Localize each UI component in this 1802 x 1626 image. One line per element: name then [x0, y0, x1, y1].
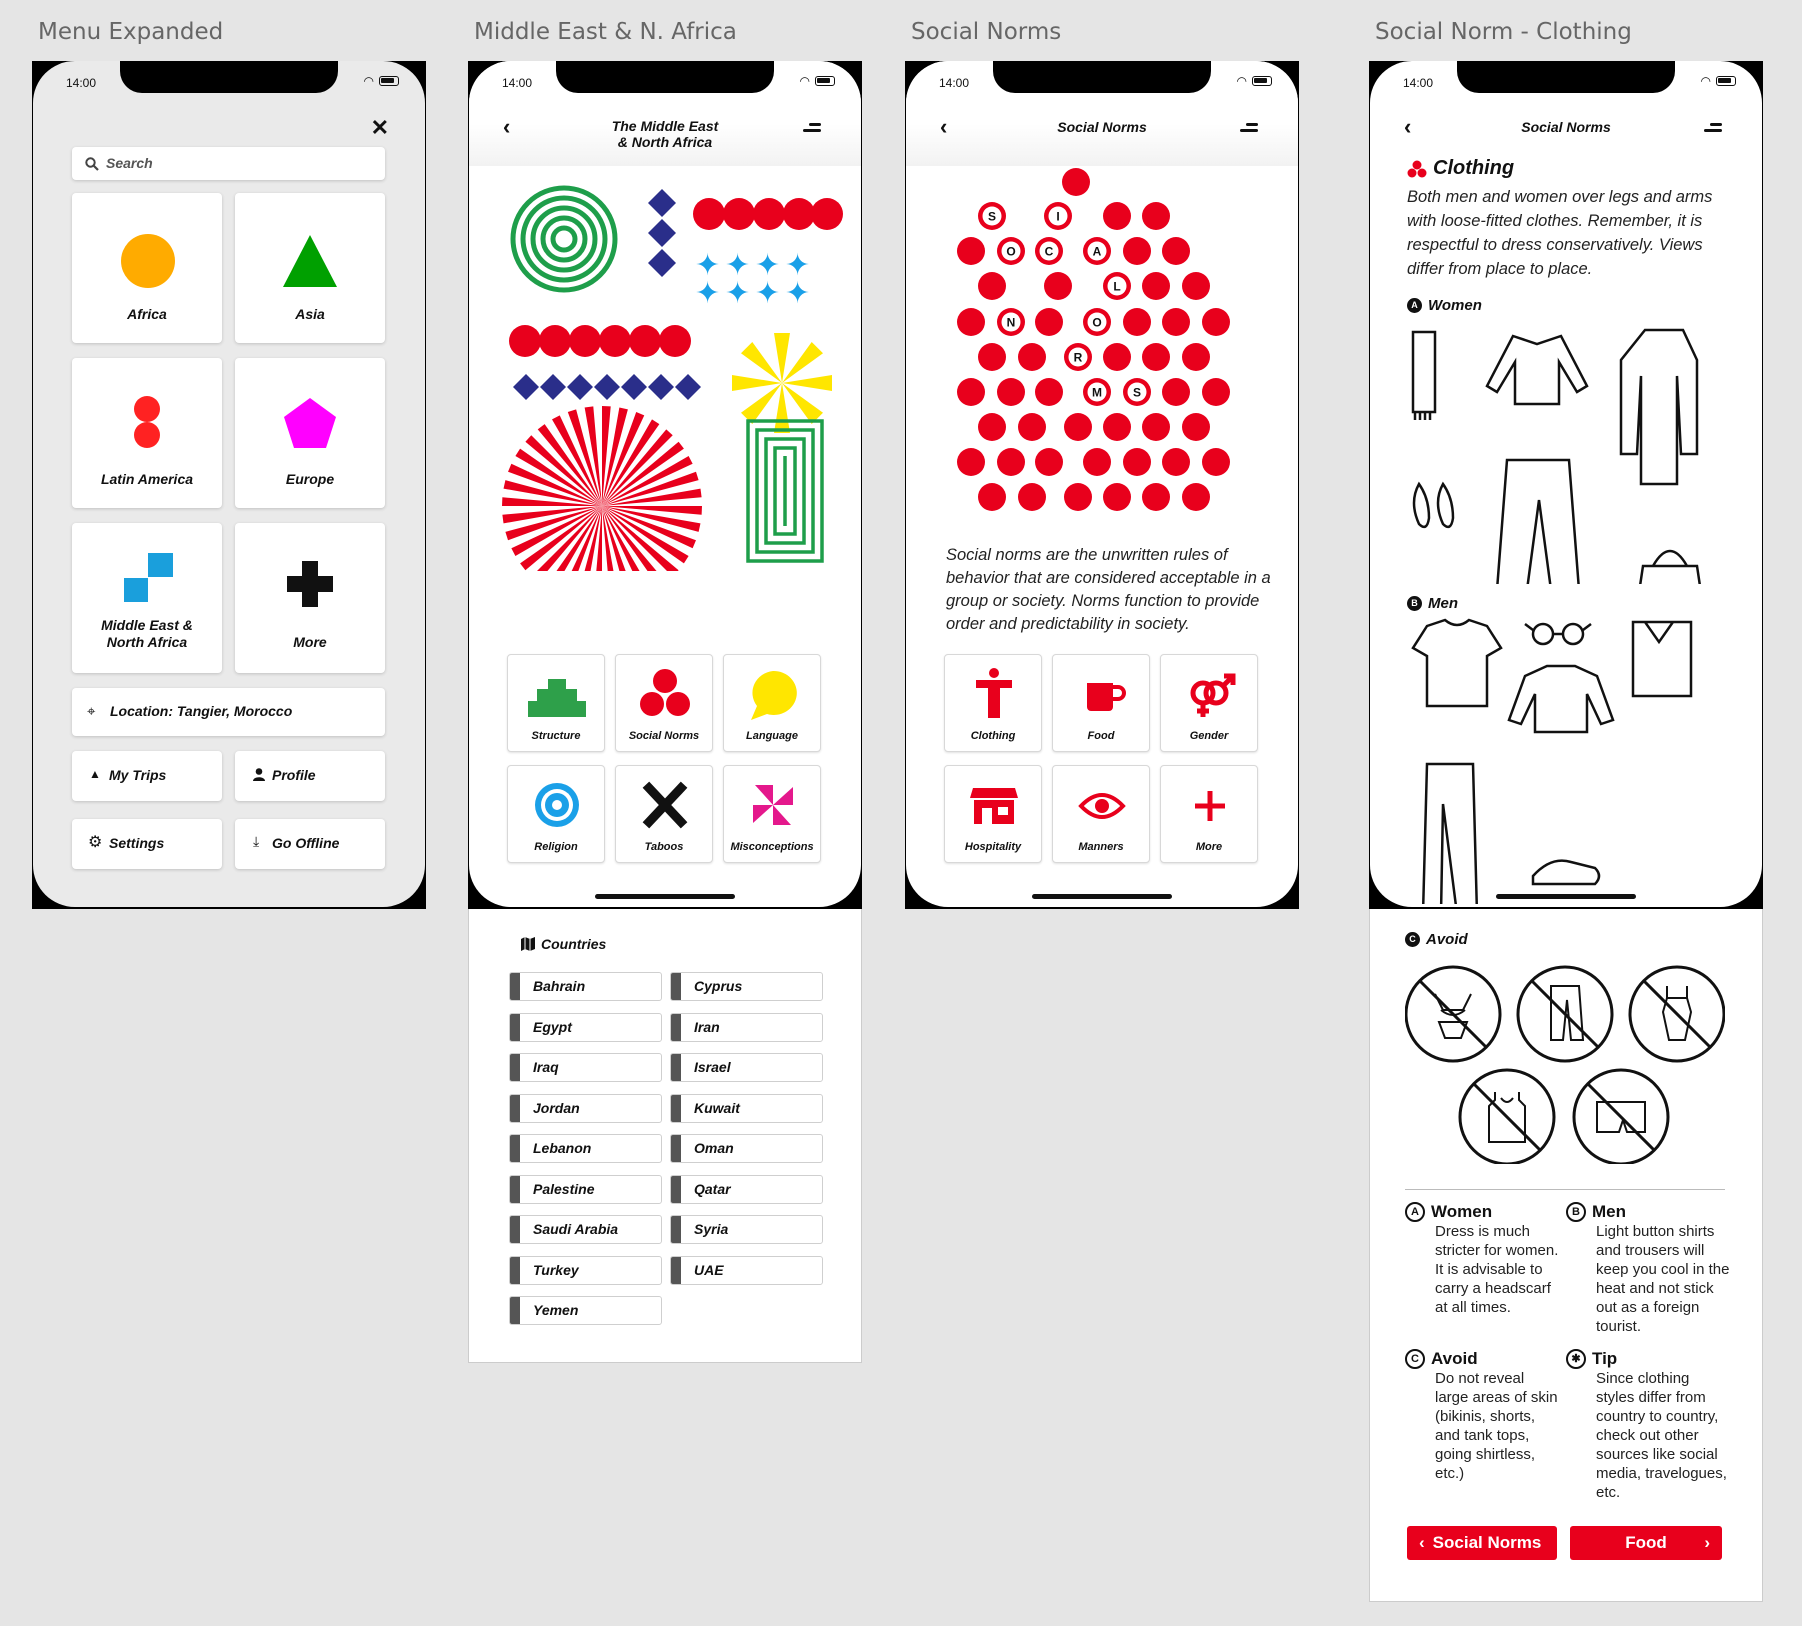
profile-label: Profile — [272, 767, 316, 783]
region-tile-europe[interactable] — [235, 358, 385, 508]
wifi-icon: ◠ — [1700, 74, 1711, 88]
next-food-button[interactable]: Food › — [1570, 1526, 1722, 1560]
svg-text:✦: ✦ — [785, 248, 811, 283]
category-more[interactable]: More — [1160, 765, 1258, 863]
speech-bubble-icon — [724, 667, 820, 725]
phone-clothing: 14:00 ◠ ‹ Social Norms Clothing Both men and women over legs and arms with loose-fitted clothes. Remember, it is respectful to dress conservatively. Views differ from place to place. A Women B Men — [1369, 61, 1763, 909]
eye-icon — [1053, 778, 1149, 836]
location-button[interactable] — [72, 688, 385, 736]
download-icon: ⤓ — [253, 833, 260, 849]
chevron-left-icon: ‹ — [1419, 1533, 1425, 1552]
map-icon — [521, 937, 535, 951]
cup-icon — [1053, 667, 1149, 725]
settings-label: Settings — [109, 835, 165, 851]
page-title: The Middle East & North Africa — [611, 118, 719, 150]
black-cross-icon — [287, 561, 333, 607]
home-indicator — [595, 894, 735, 899]
country-item[interactable]: Turkey — [509, 1256, 662, 1285]
back-chevron-icon[interactable]: ‹ — [503, 114, 511, 139]
category-manners[interactable]: Manners — [1052, 765, 1150, 863]
my-trips-label: My Trips — [109, 767, 167, 783]
dot-letter: N — [1006, 315, 1016, 330]
chevron-right-icon: › — [1704, 1533, 1710, 1552]
phone-notch — [1457, 61, 1675, 93]
tile-label: Asia — [295, 306, 325, 322]
go-offline-button[interactable] — [235, 819, 385, 869]
status-time: 14:00 — [502, 76, 533, 90]
search-placeholder: Search — [106, 155, 153, 171]
divider — [1405, 1189, 1725, 1190]
country-item[interactable]: Iran — [670, 1013, 823, 1042]
country-item[interactable]: Syria — [670, 1215, 823, 1244]
category-structure[interactable]: Structure — [507, 654, 605, 752]
phone-notch — [993, 61, 1211, 93]
dot-letter: S — [1132, 385, 1142, 400]
social-norms-dot-art — [906, 166, 1298, 526]
country-item[interactable]: Kuwait — [670, 1094, 823, 1123]
dot-letter: A — [1092, 244, 1102, 259]
men-heading: Men — [1428, 595, 1458, 612]
dot-letter: M — [1092, 385, 1102, 400]
status-time: 14:00 — [1403, 76, 1434, 90]
phone-social-norms — [905, 61, 1299, 909]
note-men: B Men Light button shirts and trousers will keep you cool in the heat and not stick out as a foreign tourist. — [1566, 1202, 1730, 1336]
x-mark-icon — [616, 778, 712, 836]
red-dots-icon — [1407, 160, 1427, 178]
settings-button[interactable] — [72, 819, 222, 869]
location-label: Location: Tangier, Morocco — [110, 703, 293, 719]
countries-panel — [468, 905, 862, 1363]
my-trips-button[interactable] — [72, 751, 222, 801]
svg-text:✦: ✦ — [695, 276, 721, 311]
tile-label: Middle East & North Africa — [101, 617, 193, 650]
country-item[interactable]: Palestine — [509, 1175, 662, 1204]
dot-letter: L — [1113, 279, 1121, 294]
country-item[interactable]: Bahrain — [509, 972, 662, 1001]
category-social-norms[interactable]: Social Norms — [615, 654, 713, 752]
artboard-label-social: Social Norms — [911, 19, 1062, 45]
person-icon — [945, 667, 1041, 725]
crosshair-icon: ⌖ — [87, 703, 96, 720]
artboard-label-clothing: Social Norm - Clothing — [1375, 19, 1632, 45]
gender-icon — [1161, 667, 1257, 725]
category-misconceptions[interactable]: Misconceptions — [723, 765, 821, 863]
asterisk-icon: ✱ — [1566, 1349, 1586, 1369]
artboard-label-region: Middle East & N. Africa — [474, 19, 737, 45]
profile-button[interactable] — [235, 751, 385, 801]
wifi-icon: ◠ — [363, 74, 374, 88]
phone-region — [468, 61, 862, 909]
go-offline-label: Go Offline — [272, 835, 340, 851]
men-clothing-illustrations — [1405, 614, 1725, 904]
status-time: 14:00 — [66, 76, 97, 90]
country-item[interactable]: Cyprus — [670, 972, 823, 1001]
women-clothing-illustrations — [1405, 314, 1725, 584]
page-title: Social Norms — [1521, 119, 1611, 135]
svg-text:✦: ✦ — [725, 276, 751, 311]
avoid-clothing-illustrations — [1405, 964, 1725, 1164]
category-religion[interactable]: Religion — [507, 765, 605, 863]
tile-label: Europe — [285, 471, 335, 487]
country-item[interactable]: Iraq — [509, 1053, 662, 1082]
target-icon — [508, 778, 604, 836]
tile-label: Africa — [127, 306, 167, 322]
back-chevron-icon[interactable]: ‹ — [1404, 114, 1412, 139]
category-gender[interactable]: Gender — [1160, 654, 1258, 752]
clothing-detail-panel: C Avoid A Women Dress is much stricter for women. It is advisable to carry a headscarf at all times. B Men Light button shirts and trousers will keep you cool in the heat and not stick out as a foreign tourist. C Avoid Do not reveal large areas of skin (bikinis, shorts, and tank tops, going shirtless, etc.) ✱ Tip Since clothing styles differ from country to country, check out other sources like social media, travelogues, etc. ‹ Social Norms Food › — [1369, 905, 1763, 1602]
category-food[interactable]: Food — [1052, 654, 1150, 752]
dot-letter: S — [987, 209, 997, 224]
battery-icon — [1252, 76, 1272, 86]
category-taboos[interactable]: Taboos — [615, 765, 713, 863]
battery-icon — [379, 76, 399, 86]
note-avoid: C Avoid Do not reveal large areas of skin (bikinis, shorts, and tank tops, going shirtless, etc.) — [1405, 1349, 1560, 1483]
wifi-icon: ◠ — [1236, 74, 1247, 88]
magenta-pentagon-icon — [284, 398, 336, 448]
blue-squares-icon — [124, 553, 174, 603]
phone-menu-expanded — [32, 61, 426, 909]
social-norms-description: Social norms are the unwritten rules of behavior that are considered acceptable in a group or society. Norms function to provide order and predictability in society. — [946, 546, 1271, 633]
dot-letter: R — [1073, 350, 1083, 365]
country-item[interactable]: UAE — [670, 1256, 823, 1285]
category-clothing[interactable]: Clothing — [944, 654, 1042, 752]
battery-icon — [815, 76, 835, 86]
home-indicator — [1032, 894, 1172, 899]
clothing-intro: Both men and women over legs and arms with loose-fitted clothes. Remember, it is respectful to dress conservatively. Views differ from place to place. — [1407, 188, 1713, 278]
country-item[interactable]: Lebanon — [509, 1134, 662, 1163]
svg-text:✦: ✦ — [755, 248, 781, 283]
note-women: A Women Dress is much stricter for women. It is advisable to carry a headscarf at all times. — [1405, 1202, 1560, 1317]
country-item[interactable]: Egypt — [509, 1013, 662, 1042]
red-double-dot-icon — [133, 396, 161, 448]
country-item[interactable]: Israel — [670, 1053, 823, 1082]
wifi-icon: ◠ — [799, 74, 810, 88]
search-icon — [85, 157, 99, 171]
region-tile-asia[interactable] — [235, 193, 385, 343]
svg-text:✦: ✦ — [785, 276, 811, 311]
category-hospitality[interactable]: Hospitality — [944, 765, 1042, 863]
plus-icon — [1161, 778, 1257, 836]
red-dots-icon — [616, 667, 712, 725]
arrow-up-icon: ▲ — [89, 767, 101, 781]
prev-social-norms-button[interactable]: ‹ Social Norms — [1407, 1526, 1557, 1560]
dot-letter: O — [1092, 315, 1102, 330]
battery-icon — [1716, 76, 1736, 86]
close-icon[interactable]: ✕ — [370, 115, 389, 140]
dot-letter: I — [1056, 209, 1060, 224]
country-item[interactable]: Yemen — [509, 1296, 662, 1325]
svg-text:✦: ✦ — [725, 248, 751, 283]
avoid-heading: Avoid — [1426, 931, 1468, 948]
search-input[interactable] — [72, 147, 385, 180]
region-tile-more[interactable] — [235, 523, 385, 673]
dot-letter: C — [1044, 244, 1054, 259]
region-tile-middle-east[interactable] — [72, 523, 222, 673]
women-heading: Women — [1428, 297, 1482, 314]
artboard-label-menu: Menu Expanded — [38, 19, 224, 45]
podium-icon — [508, 667, 604, 725]
note-tip: ✱ Tip Since clothing styles differ from country to country, check out other sources like social media, travelogues, etc. — [1566, 1349, 1730, 1502]
person-icon — [253, 768, 265, 781]
gear-icon: ⚙ — [88, 834, 103, 851]
orange-circle-icon — [120, 233, 176, 289]
countries-heading: Countries — [541, 936, 607, 952]
svg-text:✦: ✦ — [695, 248, 721, 283]
dot-letter: O — [1006, 244, 1016, 259]
storefront-icon — [945, 778, 1041, 836]
region-tile-latin-america[interactable] — [72, 358, 222, 508]
green-triangle-icon — [283, 235, 337, 287]
svg-text:✦: ✦ — [755, 276, 781, 311]
region-tile-africa[interactable] — [72, 193, 222, 343]
status-time: 14:00 — [939, 76, 970, 90]
country-item[interactable]: Qatar — [670, 1175, 823, 1204]
region-pattern-art — [469, 171, 861, 571]
category-language[interactable]: Language — [723, 654, 821, 752]
phone-notch — [120, 61, 338, 93]
page-title: Social Norms — [1057, 119, 1147, 135]
country-item[interactable]: Saudi Arabia — [509, 1215, 662, 1244]
home-indicator — [1496, 894, 1636, 899]
tile-label: Latin America — [100, 471, 194, 487]
pinwheel-icon — [724, 778, 820, 836]
phone-notch — [556, 61, 774, 93]
country-item[interactable]: Jordan — [509, 1094, 662, 1123]
country-item[interactable]: Oman — [670, 1134, 823, 1163]
back-chevron-icon[interactable]: ‹ — [940, 114, 948, 139]
tile-label: More — [293, 634, 327, 650]
section-heading: Clothing — [1433, 157, 1515, 179]
